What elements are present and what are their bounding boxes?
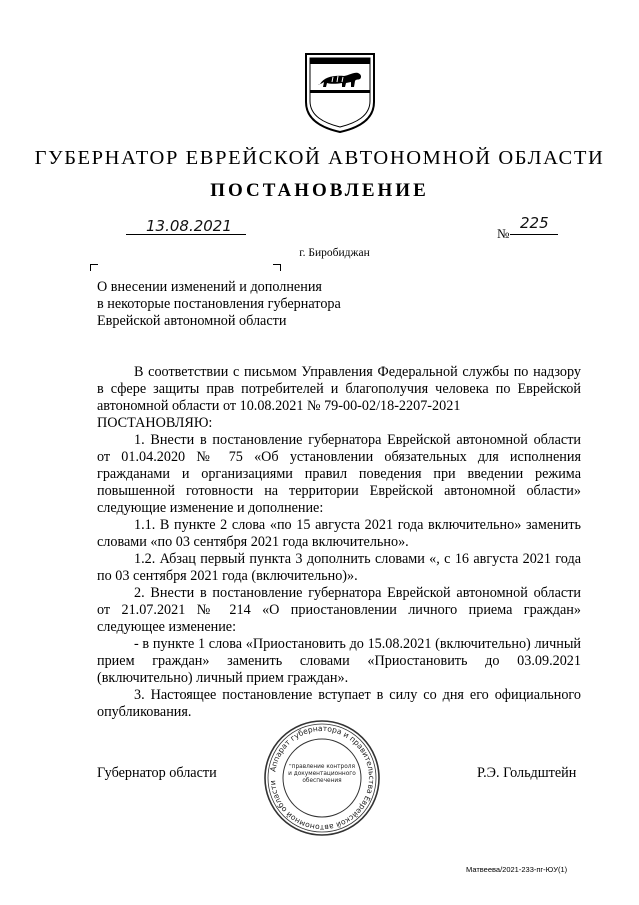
- document-number: 225: [520, 214, 549, 232]
- document-type: ПОСТАНОВЛЕНИЕ: [210, 180, 429, 201]
- resolve-line: ПОСТАНОВЛЯЮ:: [97, 415, 213, 431]
- paragraph-2: 2. Внести в постановление губернатора Еврейской автономной области от 21.07.2021 № 214 «О приостановлении личного приема граждан» следующее изменение:: [97, 585, 581, 635]
- official-stamp: [262, 718, 382, 838]
- paragraph-1-1: 1.1. В пункте 2 слова «по 15 августа 2021 года включительно» заменить словами «по 03 сентября 2021 года включительно».: [97, 517, 581, 550]
- subject-line: О внесении изменений и дополнения: [97, 279, 322, 295]
- number-underline: [510, 234, 558, 235]
- paragraph-1: 1. Внести в постановление губернатора Еврейской автономной области от 01.04.2020 № 75 «Об установлении обязательных для исполнения гражданами и организациями правил поведения при введении режима повышенной готовности на территории Еврейской автономной области» следующие изменение и дополнение:: [97, 432, 581, 516]
- bracket-right: [273, 264, 281, 271]
- document-body: [97, 364, 581, 721]
- coat-of-arms-emblem: [300, 50, 380, 134]
- stamp-outer-text: Аппарат губернатора и правительства Еврейской автономной области: [268, 723, 377, 833]
- document-reference: Матвеева/2021-233-пг-ЮУ(1): [466, 865, 568, 874]
- intro-paragraph: В соответствии с письмом Управления Федеральной службы по надзору в сфере защиты прав потребителей и благополучия человека по Еврейской автономной области от 10.08.2021 № 79-00-02/18-2207-2021: [97, 364, 581, 414]
- number-label: №: [497, 226, 510, 241]
- subject-line: Еврейской автономной области: [97, 313, 287, 329]
- document-date: 13.08.2021: [146, 217, 232, 235]
- signatory-position: Губернатор области: [97, 765, 217, 781]
- signatory-name: Р.Э. Гольдштейн: [477, 765, 577, 781]
- paragraph-2-1: - в пункте 1 слова «Приостановить до 15.08.2021 (включительно) личный прием граждан» заменить словами «Приостановить до 03.09.2021 (включительно) личный прием граждан».: [97, 636, 581, 686]
- authority-title: ГУБЕРНАТОР ЕВРЕЙСКОЙ АВТОНОМНОЙ ОБЛАСТИ: [34, 147, 605, 169]
- bracket-left: [90, 264, 98, 271]
- paragraph-1-2: 1.2. Абзац первый пункта 3 дополнить словами «, с 16 августа 2021 года по 03 сентября 2021 года (включительно)».: [97, 551, 581, 584]
- city: г. Биробиджан: [299, 247, 370, 259]
- stamp-inner-text: "правление контроля и документационного обеспечения: [288, 764, 356, 784]
- paragraph-3: 3. Настоящее постановление вступает в силу со дня его официального опубликования.: [97, 687, 581, 720]
- subject-block: [97, 279, 427, 330]
- subject-line: в некоторые постановления губернатора: [97, 296, 341, 312]
